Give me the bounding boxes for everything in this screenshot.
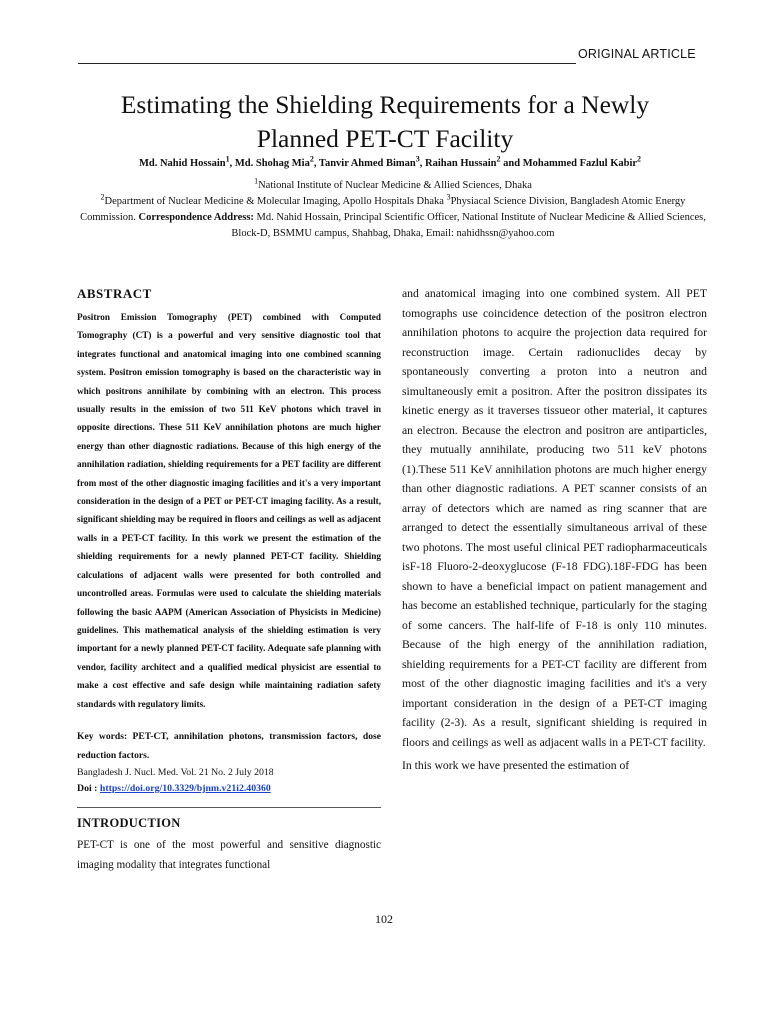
keywords: Key words: PET-CT, annihilation photons, transmission factors, dose reduction factors. (77, 730, 381, 761)
journal-citation: Bangladesh J. Nucl. Med. Vol. 21 No. 2 July 2018 (77, 766, 274, 778)
author-name: Tanvir Ahmed Biman (318, 158, 416, 169)
abstract-heading: ABSTRACT (77, 286, 152, 301)
author-name: Mohammed Fazlul Kabir (522, 158, 638, 169)
author-sup: 2 (309, 154, 314, 164)
author-name: Md. Nahid Hossain (138, 158, 226, 169)
page-number: 102 (375, 912, 393, 926)
author-sup: 2 (496, 154, 501, 164)
author-sep: and (500, 158, 523, 169)
header-rule (78, 63, 576, 64)
author-sup: 3 (415, 154, 420, 164)
introduction-heading: INTRODUCTION (77, 815, 181, 830)
abstract-body: Positron Emission Tomography (PET) combined with Computed Tomography (CT) is a powerful and very sensitive diagnostic tool that integrates functional and anatomical imaging into one combined scanning system. Positron emission tomography is based on the characteristic way in which positrons annihilate by combining with an electron. This process usually results in the emission of two 511 KeV photons which travel in opposite directions. These 511 KeV annihilation photons are much higher energy than other diagnostic radiations. Because of this high energy of the annihilation radiation, shielding requirements for a PET facility are different from most of the other diagnostic imaging facilities and it's a very important consideration in the design of a PET or PET-CT imaging facility. As a result, significant shielding may be required in floors and ceilings as well as adjacent walls in a PET-CT facility. In this work we present the estimation of the shielding requirements for a newly planned PET-CT facility. Shielding calculations of adjacent walls were presented for both controlled and uncontrolled areas. Formulas were used to calculate the shielding materials following the basic AAPM (American Association of Physicists in Medicine) guidelines. This mathematical analysis of the shielding estimation is very important for a newly planned PET-CT facility. Adequate safe planning with vendor, facility architect and a qualified medical physicist are essential to make a cost effective and safe design while maintaining radiation safety standards with regulatory limits. (77, 312, 381, 709)
author-name: Raihan Hussain (425, 158, 497, 169)
author-sup: 1 (225, 154, 230, 164)
body-paragraph: and anatomical imaging into one combined system. All PET tomographs use coincidence detection of the positron electron annihilation photons to acquire the projection data required for reconstruction image. Certain radionuclides decay by spontaneously converting a proton into a neutron and simultaneously emit a positron. After the positron dissipates its kinetic energy as it traverses tissueor other material, it captures an electron. Because the electron and positron are antiparticles, they mutually annihilate, producing two 511 keV photons (1).These 511 KeV annihilation photons are much higher energy than other diagnostic radiations. A PET scanner consists of an array of detectors which are named as ring scanner that are arranged to detect the essentially simultaneous arrival of these two photons. The most useful clinical PET radiopharmaceuticals isF-18 Fluoro-2-deoxyglucose (F-18 FDG).18F-FDG has been shown to have a beneficial impact on patient management and has become an established technique, particularly for the staging of some cancers. The half-life of F-18 is only 110 minutes. Because of the high energy of the annihilation radiation, shielding requirements for a PET-CT facility are different from most of the other diagnostic imaging facilities and it's a very important consideration in the design of a PET-CT imaging facility (2-3). As a result, significant shielding is required in floors and ceilings as well as adjacent walls in a PET-CT facility. (402, 287, 707, 749)
section-label: ORIGINAL ARTICLE (578, 47, 696, 61)
article-title (40, 88, 730, 156)
author-list (70, 154, 710, 169)
author-sep: , (229, 158, 235, 169)
body-paragraph: In this work we have presented the estimation of (402, 759, 630, 772)
affiliation-1: $^1$National Institute of Nuclear Medicine & Allied Sciences, Dhaka (254, 176, 532, 191)
section-divider (77, 807, 381, 808)
affiliation-2: $^2$Department of Nuclear Medicine & Molecular Imaging, Apollo Hospitals Dhaka $^3$Physiacal Science Division, Bangladesh Atomic Energy Commission. Correspondence Address: Md. Nahid Hossain, Principal Scientific Officer, National Institute of Nuclear Medicine & Allied Sciences, Block-D, BSMMU campus, Shahbag, Dhaka, Email: nahidhssn@yahoo.com (80, 192, 706, 239)
introduction-body: PET-CT is one of the most powerful and sensitive diagnostic imaging modality that integrates functional (77, 838, 381, 872)
title-line-1: Estimating the Shielding Requirements for a Newly (120, 90, 650, 119)
correspondence-text: Md. Nahid Hossain, Principal Scientific Officer, National Institute of Nuclear Medicine & Allied Sciences, Block-D, BSMMU campus, Shahbag, Dhaka, Email: nahidhssn@yahoo.com (231, 212, 706, 239)
author-sep: , (313, 158, 319, 169)
author-sep: , (419, 158, 426, 169)
author-sup: 2 (637, 154, 642, 164)
doi-line (77, 781, 381, 797)
title-line-2: Planned PET-CT Facility (256, 124, 514, 153)
author-name: Md. Shohag Mia (234, 158, 310, 169)
left-column (77, 286, 381, 876)
doi-link[interactable]: https://doi.org/10.3329/bjnm.v21i2.40360 (99, 782, 271, 794)
doi-label: Doi : (77, 782, 98, 794)
right-column (402, 284, 707, 776)
correspondence-label: Correspondence Address: (138, 212, 254, 223)
